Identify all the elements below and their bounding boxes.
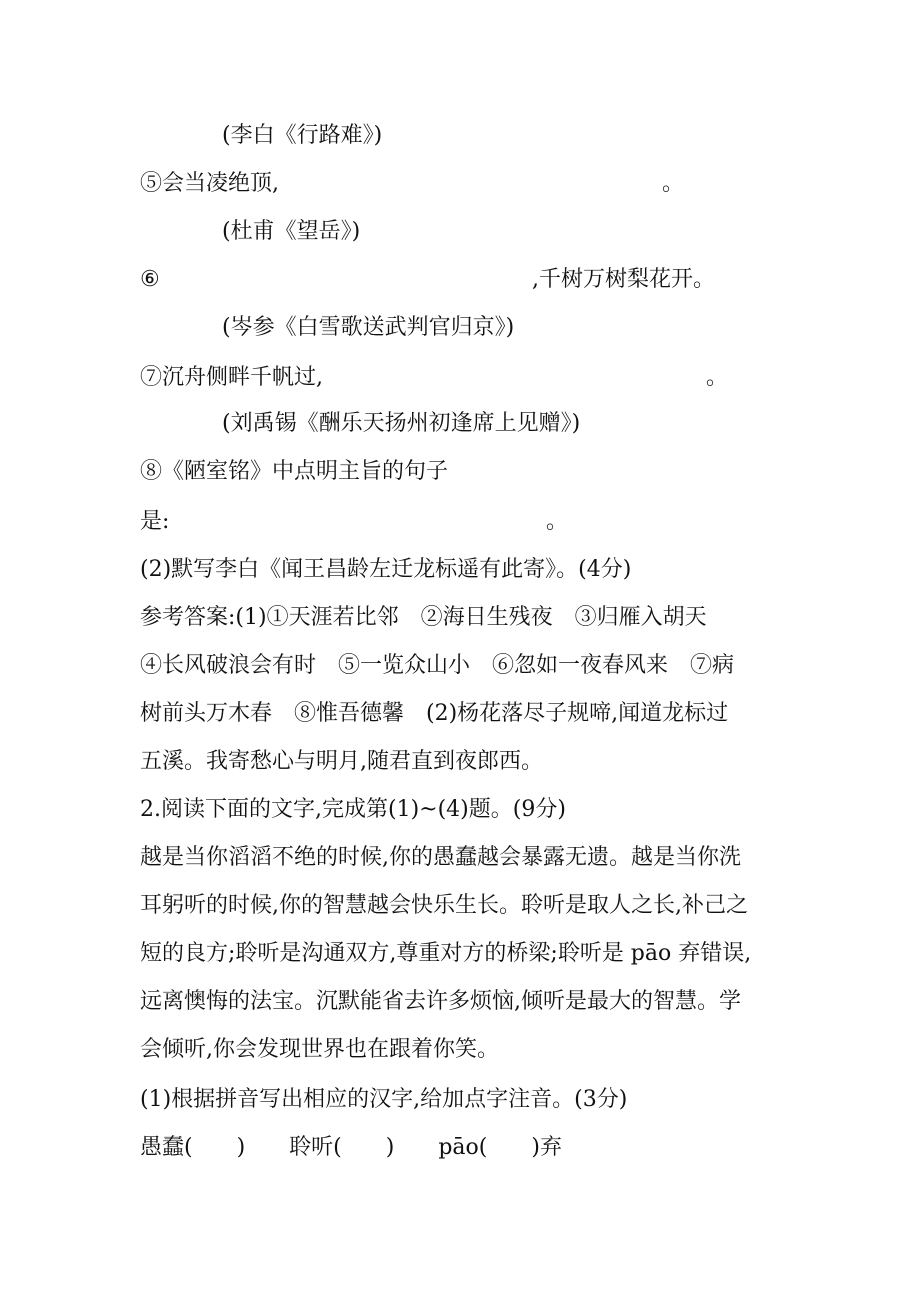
question-2-heading: 2.阅读下面的文字,完成第(1)~(4)题。(9分) (140, 797, 566, 822)
fill-blank-6: ⑥ (140, 267, 160, 292)
fill-blank-8-end: 。 (546, 509, 569, 534)
poem-source-li-bai: (李白《行路难》) (222, 123, 383, 148)
poem-source-liu-yuxi: (刘禹锡《酬乐天扬州初逢席上见赠》) (222, 411, 581, 436)
fill-blank-6-end: ,千树万树梨花开。 (532, 267, 715, 292)
passage-line-2: 耳躬听的时候,你的智慧越会快乐生长。聆听是取人之长,补己之 (140, 893, 748, 918)
pinyin-blanks: 愚蠢( ) 聆听( ) pāo( )弃 (140, 1135, 562, 1160)
answer-line-2: ④长风破浪会有时 ⑤一览众山小 ⑥忽如一夜春风来 ⑦病 (140, 653, 735, 678)
fill-blank-8: ⑧《陋室铭》中点明主旨的句子 (140, 459, 449, 484)
poem-source-du-fu: (杜甫《望岳》) (222, 219, 361, 244)
question-2-part-1: (1)根据拼音写出相应的汉字,给加点字注音。(3分) (140, 1087, 628, 1112)
fill-blank-7: ⑦沉舟侧畔千帆过, (140, 365, 323, 390)
passage-line-4: 远离懊悔的法宝。沉默能省去许多烦恼,倾听是最大的智慧。学 (140, 989, 741, 1014)
passage-line-1: 越是当你滔滔不绝的时候,你的愚蠢越会暴露无遗。越是当你洗 (140, 845, 741, 870)
passage-line-5: 会倾听,你会发现世界也在跟着你笑。 (140, 1037, 499, 1062)
fill-blank-5: ⑤会当凌绝顶, (140, 171, 279, 196)
fill-blank-5-end: 。 (662, 171, 685, 196)
answer-line-1: 参考答案:(1)①天涯若比邻 ②海日生残夜 ③归雁入胡天 (140, 605, 707, 630)
fill-blank-7-end: 。 (706, 365, 729, 390)
answer-line-4: 五溪。我寄愁心与明月,随君直到夜郎西。 (140, 749, 543, 774)
fill-blank-8-answer: 是: (140, 509, 170, 534)
passage-line-3: 短的良方;聆听是沟通双方,尊重对方的桥梁;聆听是 pāo 弃错误, (140, 941, 752, 966)
question-1-part-2: (2)默写李白《闻王昌龄左迁龙标遥有此寄》。(4分) (140, 557, 632, 582)
answer-line-3: 树前头万木春 ⑧惟吾德馨 (2)杨花落尽子规啼,闻道龙标过 (140, 701, 729, 726)
poem-source-cen-shen: (岑参《白雪歌送武判官归京》) (222, 315, 515, 340)
